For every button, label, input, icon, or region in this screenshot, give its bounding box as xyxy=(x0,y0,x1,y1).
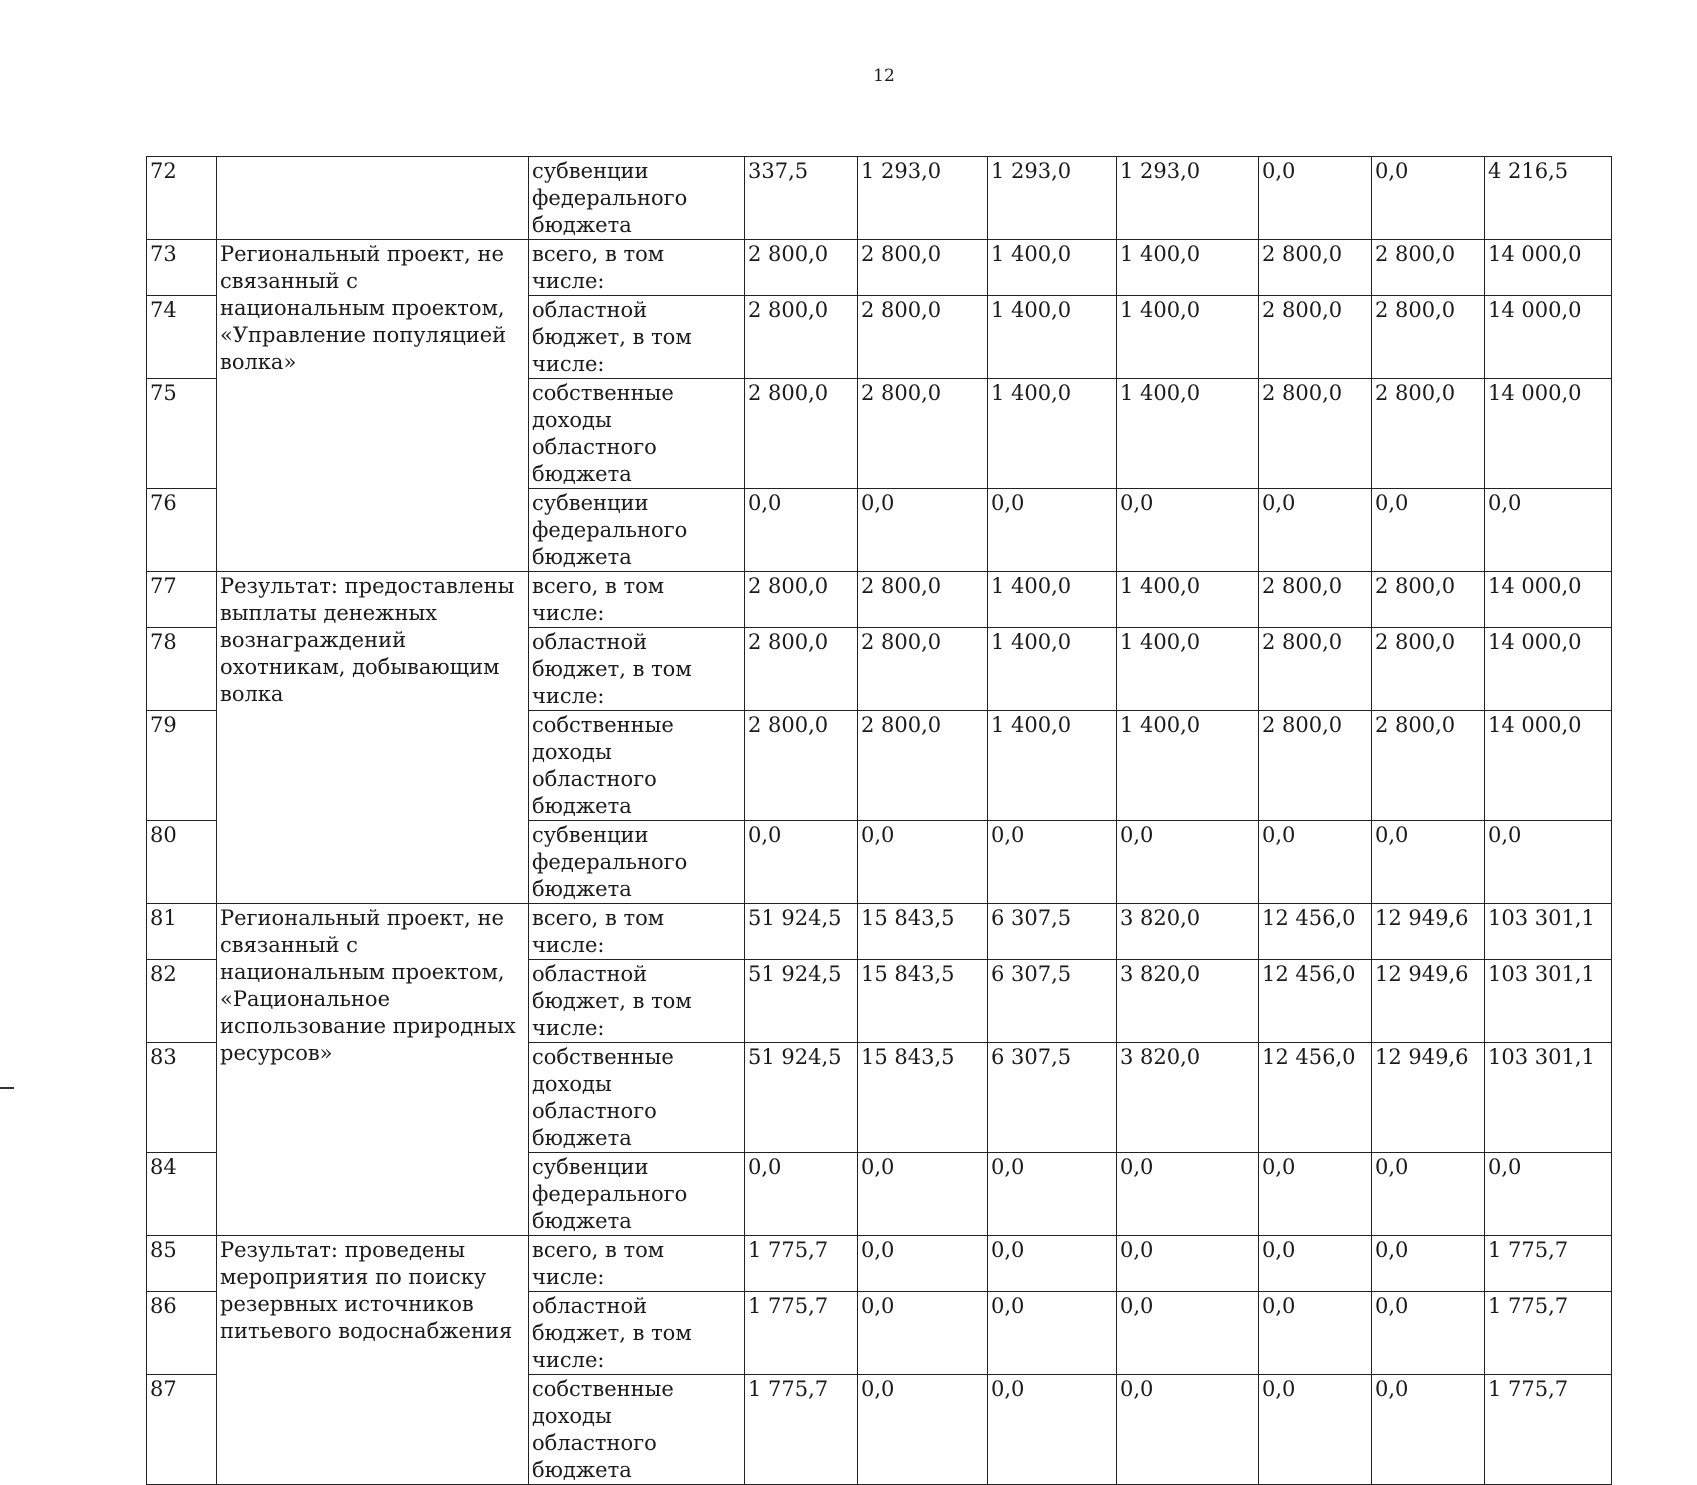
value-cell: 0,0 xyxy=(1259,157,1372,240)
row-number: 84 xyxy=(147,1153,217,1236)
value-cell: 51 924,5 xyxy=(745,1043,858,1153)
value-cell: 0,0 xyxy=(1117,1153,1259,1236)
row-number: 73 xyxy=(147,240,217,296)
table-body xyxy=(147,157,1612,1485)
value-cell: 2 800,0 xyxy=(745,240,858,296)
value-cell: 337,5 xyxy=(745,157,858,240)
page-edge-mark xyxy=(0,1087,14,1089)
value-cell: 1 293,0 xyxy=(1117,157,1259,240)
value-cell: 0,0 xyxy=(1372,821,1485,904)
value-cell: 1 400,0 xyxy=(1117,572,1259,628)
funding-source-cell: областной бюджет, в том числе: xyxy=(529,628,745,711)
value-cell: 1 400,0 xyxy=(988,296,1117,379)
value-cell: 2 800,0 xyxy=(858,379,988,489)
row-number: 76 xyxy=(147,489,217,572)
funding-source-cell: областной бюджет, в том числе: xyxy=(529,960,745,1043)
row-number: 82 xyxy=(147,960,217,1043)
value-cell: 1 400,0 xyxy=(1117,296,1259,379)
value-cell: 0,0 xyxy=(858,1153,988,1236)
value-cell: 3 820,0 xyxy=(1117,960,1259,1043)
value-cell: 2 800,0 xyxy=(858,240,988,296)
value-cell: 0,0 xyxy=(1259,489,1372,572)
value-cell: 0,0 xyxy=(1259,1153,1372,1236)
value-cell: 2 800,0 xyxy=(1372,296,1485,379)
project-name-cell: Региональный проект, не связанный с национальным проектом, «Управление популяцией волка» xyxy=(217,240,529,572)
value-cell: 0,0 xyxy=(1117,489,1259,572)
value-cell: 4 216,5 xyxy=(1485,157,1612,240)
value-cell: 0,0 xyxy=(858,1292,988,1375)
value-cell: 0,0 xyxy=(1259,1292,1372,1375)
table-row xyxy=(147,1236,1612,1292)
row-number: 83 xyxy=(147,1043,217,1153)
value-cell: 2 800,0 xyxy=(1259,379,1372,489)
funding-source-cell: субвенции федерального бюджета xyxy=(529,157,745,240)
value-cell: 1 400,0 xyxy=(1117,628,1259,711)
value-cell: 1 400,0 xyxy=(988,240,1117,296)
value-cell: 14 000,0 xyxy=(1485,240,1612,296)
value-cell: 0,0 xyxy=(1485,821,1612,904)
value-cell: 0,0 xyxy=(988,821,1117,904)
table-row xyxy=(147,157,1612,240)
value-cell: 2 800,0 xyxy=(1259,240,1372,296)
value-cell: 103 301,1 xyxy=(1485,904,1612,960)
project-name-cell: Региональный проект, не связанный с национальным проектом, «Рациональное использование природных ресурсов» xyxy=(217,904,529,1236)
row-number: 79 xyxy=(147,711,217,821)
value-cell: 0,0 xyxy=(858,821,988,904)
value-cell: 3 820,0 xyxy=(1117,1043,1259,1153)
value-cell: 2 800,0 xyxy=(1372,572,1485,628)
value-cell: 2 800,0 xyxy=(745,572,858,628)
value-cell: 12 456,0 xyxy=(1259,1043,1372,1153)
value-cell: 2 800,0 xyxy=(858,572,988,628)
value-cell: 15 843,5 xyxy=(858,1043,988,1153)
value-cell: 3 820,0 xyxy=(1117,904,1259,960)
row-number: 74 xyxy=(147,296,217,379)
value-cell: 12 949,6 xyxy=(1372,960,1485,1043)
value-cell: 2 800,0 xyxy=(1259,296,1372,379)
value-cell: 0,0 xyxy=(1259,1236,1372,1292)
value-cell: 6 307,5 xyxy=(988,960,1117,1043)
funding-source-cell: всего, в том числе: xyxy=(529,240,745,296)
row-number: 80 xyxy=(147,821,217,904)
value-cell: 6 307,5 xyxy=(988,1043,1117,1153)
value-cell: 2 800,0 xyxy=(858,296,988,379)
value-cell: 1 775,7 xyxy=(1485,1292,1612,1375)
value-cell: 2 800,0 xyxy=(858,711,988,821)
value-cell: 0,0 xyxy=(745,821,858,904)
value-cell: 12 456,0 xyxy=(1259,904,1372,960)
value-cell: 2 800,0 xyxy=(858,628,988,711)
value-cell: 0,0 xyxy=(745,489,858,572)
value-cell: 0,0 xyxy=(745,1153,858,1236)
value-cell: 14 000,0 xyxy=(1485,572,1612,628)
value-cell: 2 800,0 xyxy=(1372,379,1485,489)
project-name-cell: Результат: проведены мероприятия по поиску резервных источников питьевого водоснабжения xyxy=(217,1236,529,1485)
funding-source-cell: собственные доходы областного бюджета xyxy=(529,379,745,489)
value-cell: 0,0 xyxy=(1372,1153,1485,1236)
value-cell: 1 775,7 xyxy=(745,1375,858,1485)
funding-source-cell: всего, в том числе: xyxy=(529,904,745,960)
row-number: 87 xyxy=(147,1375,217,1485)
value-cell: 0,0 xyxy=(1485,1153,1612,1236)
value-cell: 0,0 xyxy=(1372,1236,1485,1292)
value-cell: 103 301,1 xyxy=(1485,1043,1612,1153)
value-cell: 0,0 xyxy=(1117,821,1259,904)
value-cell: 2 800,0 xyxy=(1259,711,1372,821)
value-cell: 1 775,7 xyxy=(1485,1375,1612,1485)
value-cell: 0,0 xyxy=(988,1236,1117,1292)
row-number: 77 xyxy=(147,572,217,628)
value-cell: 0,0 xyxy=(1372,157,1485,240)
value-cell: 2 800,0 xyxy=(1372,711,1485,821)
value-cell: 0,0 xyxy=(1372,1292,1485,1375)
funding-source-cell: собственные доходы областного бюджета xyxy=(529,1375,745,1485)
row-number: 72 xyxy=(147,157,217,240)
value-cell: 14 000,0 xyxy=(1485,379,1612,489)
value-cell: 14 000,0 xyxy=(1485,628,1612,711)
funding-source-cell: субвенции федерального бюджета xyxy=(529,821,745,904)
funding-source-cell: субвенции федерального бюджета xyxy=(529,489,745,572)
value-cell: 0,0 xyxy=(1117,1292,1259,1375)
value-cell: 0,0 xyxy=(1372,1375,1485,1485)
value-cell: 1 775,7 xyxy=(745,1292,858,1375)
value-cell: 2 800,0 xyxy=(1372,628,1485,711)
funding-source-cell: субвенции федерального бюджета xyxy=(529,1153,745,1236)
value-cell: 1 775,7 xyxy=(745,1236,858,1292)
value-cell: 2 800,0 xyxy=(745,711,858,821)
value-cell: 0,0 xyxy=(1117,1236,1259,1292)
value-cell: 1 293,0 xyxy=(988,157,1117,240)
value-cell: 1 400,0 xyxy=(988,628,1117,711)
value-cell: 6 307,5 xyxy=(988,904,1117,960)
value-cell: 0,0 xyxy=(988,1153,1117,1236)
value-cell: 12 949,6 xyxy=(1372,1043,1485,1153)
value-cell: 1 400,0 xyxy=(988,711,1117,821)
value-cell: 0,0 xyxy=(988,489,1117,572)
value-cell: 103 301,1 xyxy=(1485,960,1612,1043)
value-cell: 0,0 xyxy=(1259,1375,1372,1485)
funding-source-cell: всего, в том числе: xyxy=(529,1236,745,1292)
row-number: 85 xyxy=(147,1236,217,1292)
budget-table xyxy=(146,156,1612,1485)
funding-source-cell: областной бюджет, в том числе: xyxy=(529,1292,745,1375)
table-row xyxy=(147,240,1612,296)
row-number: 75 xyxy=(147,379,217,489)
empty-project-cell xyxy=(217,157,529,240)
value-cell: 0,0 xyxy=(988,1375,1117,1485)
value-cell: 0,0 xyxy=(858,489,988,572)
value-cell: 2 800,0 xyxy=(1259,628,1372,711)
value-cell: 15 843,5 xyxy=(858,904,988,960)
row-number: 86 xyxy=(147,1292,217,1375)
value-cell: 2 800,0 xyxy=(745,296,858,379)
value-cell: 0,0 xyxy=(858,1375,988,1485)
value-cell: 1 775,7 xyxy=(1485,1236,1612,1292)
value-cell: 1 293,0 xyxy=(858,157,988,240)
value-cell: 12 456,0 xyxy=(1259,960,1372,1043)
value-cell: 2 800,0 xyxy=(1259,572,1372,628)
value-cell: 0,0 xyxy=(858,1236,988,1292)
value-cell: 0,0 xyxy=(988,1292,1117,1375)
value-cell: 15 843,5 xyxy=(858,960,988,1043)
value-cell: 14 000,0 xyxy=(1485,711,1612,821)
value-cell: 2 800,0 xyxy=(745,379,858,489)
page-number: 12 xyxy=(873,66,895,86)
row-number: 78 xyxy=(147,628,217,711)
value-cell: 1 400,0 xyxy=(988,572,1117,628)
project-name-cell: Результат: предоставлены выплаты денежных вознаграждений охотникам, добывающим волка xyxy=(217,572,529,904)
value-cell: 51 924,5 xyxy=(745,960,858,1043)
value-cell: 2 800,0 xyxy=(745,628,858,711)
funding-source-cell: областной бюджет, в том числе: xyxy=(529,296,745,379)
value-cell: 1 400,0 xyxy=(1117,240,1259,296)
funding-source-cell: собственные доходы областного бюджета xyxy=(529,711,745,821)
value-cell: 1 400,0 xyxy=(1117,711,1259,821)
value-cell: 0,0 xyxy=(1485,489,1612,572)
value-cell: 51 924,5 xyxy=(745,904,858,960)
value-cell: 0,0 xyxy=(1117,1375,1259,1485)
value-cell: 2 800,0 xyxy=(1372,240,1485,296)
value-cell: 14 000,0 xyxy=(1485,296,1612,379)
value-cell: 0,0 xyxy=(1259,821,1372,904)
row-number: 81 xyxy=(147,904,217,960)
value-cell: 12 949,6 xyxy=(1372,904,1485,960)
value-cell: 1 400,0 xyxy=(1117,379,1259,489)
value-cell: 1 400,0 xyxy=(988,379,1117,489)
table-row xyxy=(147,572,1612,628)
funding-source-cell: всего, в том числе: xyxy=(529,572,745,628)
funding-source-cell: собственные доходы областного бюджета xyxy=(529,1043,745,1153)
value-cell: 0,0 xyxy=(1372,489,1485,572)
table-row xyxy=(147,904,1612,960)
